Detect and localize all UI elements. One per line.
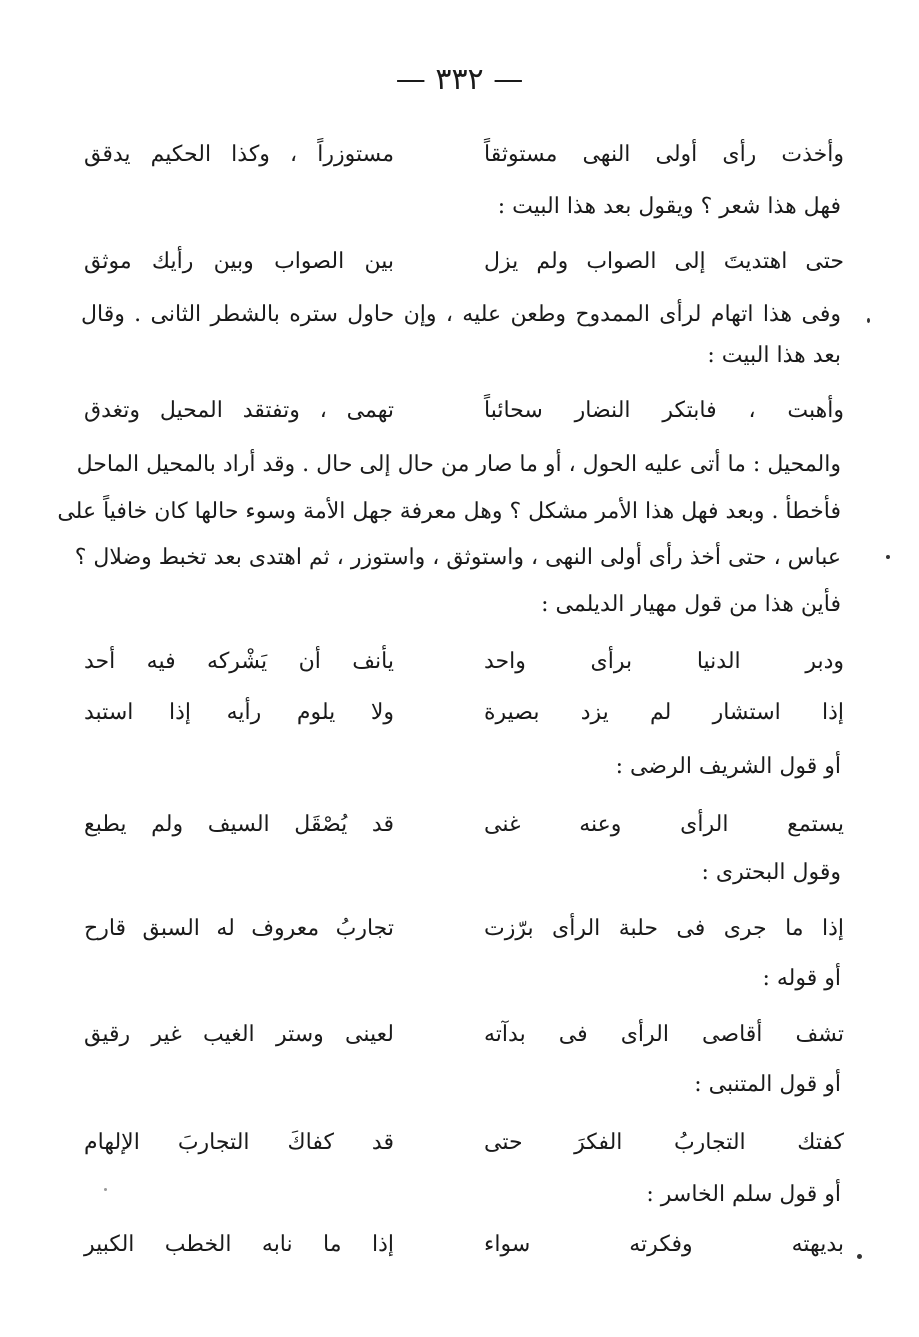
prose-line: أو قول سلم الخاسر : — [646, 1182, 841, 1207]
verse-first-hemistich: يستمع الرأى وعنه غنى — [484, 812, 844, 837]
verse-first-hemistich: إذا استشار لم يزد بصيرة — [484, 700, 844, 725]
verse-first-hemistich: تشف أقاصى الرأى فى بدآته — [484, 1022, 844, 1047]
verse-line — [84, 1230, 844, 1262]
prose-line: عباس ، حتى أخذ رأى أولى النهى ، واستوثق ، واستوزر ، ثم اهتدى بعد تخبط وضلال ؟ — [74, 545, 841, 570]
verse-second-hemistich: لعينى وستر الغيب غير رقيق — [84, 1022, 394, 1047]
prose-line: فأخطأ . وبعد فهل هذا الأمر مشكل ؟ وهل معرفة جهل الأمة وسوء حالها كان خافياً على — [57, 499, 841, 524]
scan-speck — [857, 1254, 862, 1259]
verse-line — [84, 647, 844, 679]
verse-first-hemistich: كفتك التجاربُ الفكرَ حتى — [484, 1130, 844, 1155]
verse-second-hemistich: مستوزراً ، وكذا الحكيم يدقق — [84, 142, 394, 167]
verse-first-hemistich: ودبر الدنيا برأى واحد — [484, 649, 844, 674]
verse-first-hemistich: حتى اهتديتَ إلى الصواب ولم يزل — [484, 249, 844, 274]
verse-second-hemistich: بين الصواب وبين رأيك موثق — [84, 249, 394, 274]
verse-line — [84, 1020, 844, 1052]
verse-second-hemistich: قد يُصْقَل السيف ولم يطبع — [84, 812, 394, 837]
verse-second-hemistich: تهمى ، وتفتقد المحيل وتغدق — [84, 398, 394, 423]
prose-line: فهل هذا شعر ؟ ويقول بعد هذا البيت : — [497, 194, 841, 219]
scan-speck — [886, 555, 890, 559]
prose-line: أو قوله : — [762, 966, 841, 991]
verse-line — [84, 698, 844, 730]
verse-line — [84, 140, 844, 172]
prose-line: وفى هذا اتهام لرأى الممدوح وطعن عليه ، وإن حاول ستره بالشطر الثانى . وقال — [81, 302, 841, 327]
verse-second-hemistich: تجاربُ معروف له السبق قارح — [84, 916, 394, 941]
verse-second-hemistich: يأنف أن يَشْركه فيه أحد — [84, 649, 394, 674]
verse-first-hemistich: وأهبت ، فابتكر النضار سحائباً — [484, 398, 844, 423]
verse-first-hemistich: بديهته وفكرته سواء — [484, 1232, 844, 1257]
verse-line — [84, 247, 844, 279]
scan-speck — [104, 1188, 107, 1191]
page-number: — ٣٣٢ — — [395, 62, 524, 97]
prose-line: أو قول المتنبى : — [694, 1072, 841, 1097]
scan-speck — [867, 318, 870, 323]
prose-line: وقول البحترى : — [701, 860, 841, 885]
verse-second-hemistich: إذا ما نابه الخطب الكبير — [84, 1232, 394, 1257]
verse-first-hemistich: إذا ما جرى فى حلبة الرأى برّزت — [484, 916, 844, 941]
prose-line: بعد هذا البيت : — [707, 343, 841, 368]
prose-line: فأين هذا من قول مهيار الديلمى : — [541, 592, 841, 617]
verse-line — [84, 914, 844, 946]
prose-line: أو قول الشريف الرضى : — [615, 754, 841, 779]
verse-line — [84, 1128, 844, 1160]
prose-line: والمحيل : ما أتى عليه الحول ، أو ما صار من حال إلى حال . وقد أراد بالمحيل الماحل — [76, 452, 841, 477]
verse-second-hemistich: قد كفاكَ التجاربَ الإلهام — [84, 1130, 394, 1155]
verse-line — [84, 810, 844, 842]
verse-first-hemistich: وأخذت رأى أولى النهى مستوثقاً — [484, 142, 844, 167]
verse-line — [84, 396, 844, 428]
verse-second-hemistich: ولا يلوم رأيه إذا استبد — [84, 700, 394, 725]
